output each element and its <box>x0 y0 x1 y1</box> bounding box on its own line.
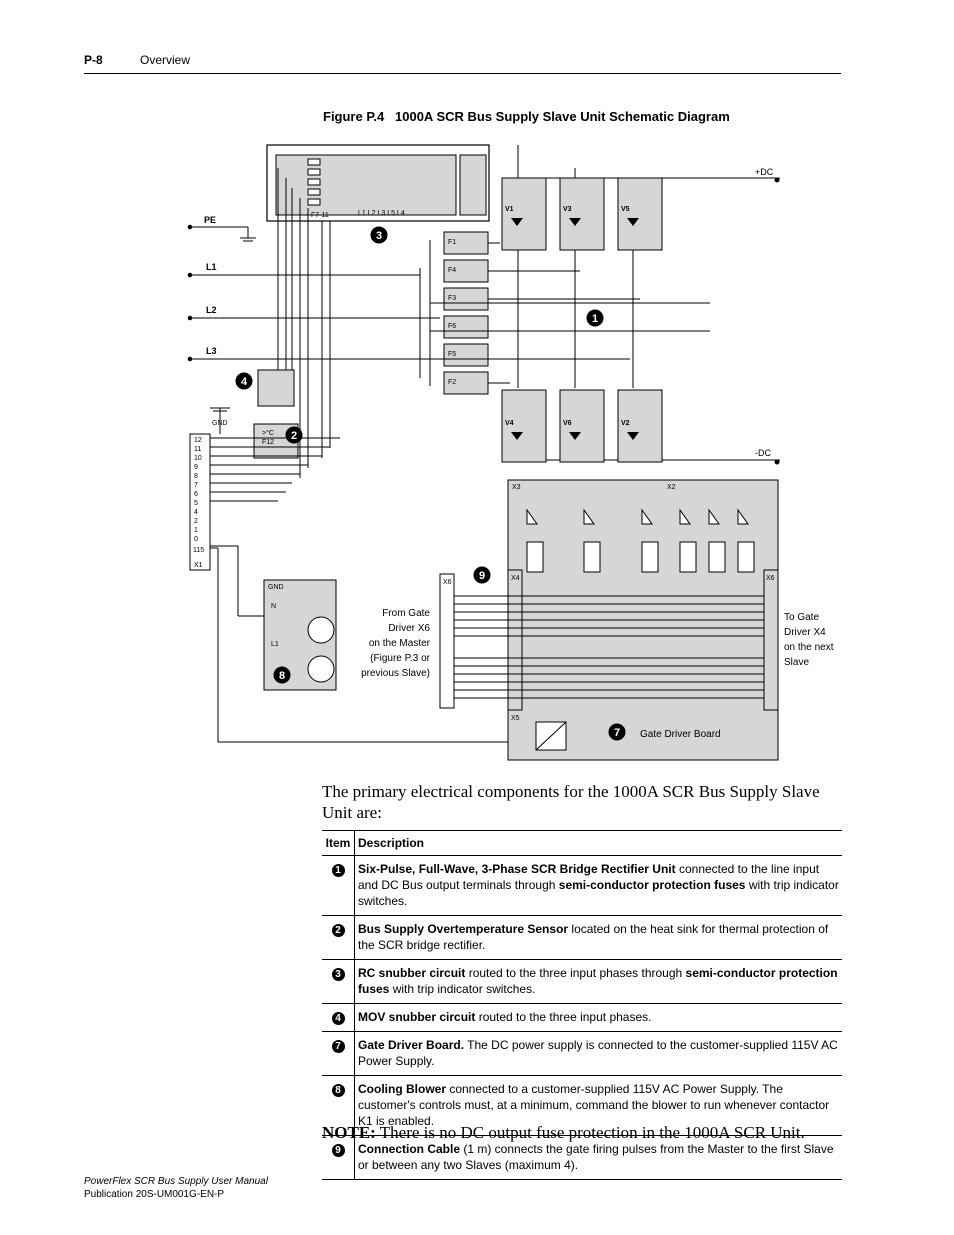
v4-label: V4 <box>505 420 514 427</box>
item-description: Six-Pulse, Full-Wave, 3-Phase SCR Bridge Rectifier Unit connected to the line input and DC Bus output terminals through semi-conductor protection fuses with trip indicator switches. <box>355 856 843 916</box>
svg-text:9: 9 <box>194 464 198 471</box>
footer <box>84 1175 268 1201</box>
v1-label: V1 <box>505 206 514 213</box>
l1-label: L1 <box>206 262 217 272</box>
svg-text:From Gate: From Gate <box>382 608 430 619</box>
f2-label: F2 <box>448 379 457 386</box>
item-description: Gate Driver Board. The DC power supply is connected to the customer-supplied 115V AC Power Supply. <box>355 1032 843 1076</box>
svg-text:10: 10 <box>194 455 202 462</box>
x4-label: X4 <box>511 575 520 582</box>
temp-label: >°C <box>262 430 274 437</box>
gnd-label: GND <box>212 420 228 427</box>
item-number: 4 <box>322 1004 355 1032</box>
l2-label: L2 <box>206 305 217 315</box>
f6-label: F6 <box>448 323 457 330</box>
callout-1: 1 <box>591 313 599 325</box>
f12-label: F12 <box>262 439 275 446</box>
svg-text:previous Slave): previous Slave) <box>361 668 430 679</box>
item-number: 8 <box>322 1076 355 1136</box>
v3-label: V3 <box>563 206 572 213</box>
svg-text:Driver X4: Driver X4 <box>784 627 826 638</box>
f4-label: F4 <box>448 267 457 274</box>
x3-label: X3 <box>512 484 521 491</box>
svg-text:Slave: Slave <box>784 657 810 668</box>
figure-title: Figure P.4 1000A SCR Bus Supply Slave Unit Schematic Diagram <box>323 109 730 124</box>
svg-text:L1 L2 L3 L5 L4: L1 L2 L3 L5 L4 <box>358 210 405 217</box>
svg-text:GND: GND <box>268 584 284 591</box>
note <box>322 1123 805 1143</box>
item-number: 2 <box>322 916 355 960</box>
schematic-diagram <box>180 138 834 768</box>
x1-terminals <box>193 437 204 569</box>
intro-paragraph: The primary electrical components for the 1000A SCR Bus Supply Slave Unit are: <box>322 782 820 822</box>
publication-number: Publication 20S-UM001G-EN-P <box>84 1189 225 1200</box>
svg-text:on the next: on the next <box>784 642 834 653</box>
callout-8: 8 <box>278 670 286 682</box>
svg-text:on the Master: on the Master <box>368 638 430 649</box>
item-description: RC snubber circuit routed to the three input phases through semi-conductor protection fuses with trip indicator switches. <box>355 960 843 1004</box>
description-header: Description <box>355 831 843 856</box>
item-description: Bus Supply Overtemperature Sensor located on the heat sink for thermal protection of the SCR bridge rectifier. <box>355 916 843 960</box>
minus-dc-label: -DC <box>755 448 771 458</box>
svg-text:2: 2 <box>194 518 198 525</box>
svg-text:12: 12 <box>194 437 202 444</box>
item-number: 1 <box>322 856 355 916</box>
svg-text:Driver X6: Driver X6 <box>388 623 430 634</box>
svg-text:11: 11 <box>194 446 202 453</box>
page-number: P-8 <box>84 53 103 67</box>
svg-text:115: 115 <box>193 547 205 554</box>
note-label: NOTE: <box>322 1123 376 1142</box>
x2-label: X2 <box>667 484 676 491</box>
svg-text:0: 0 <box>194 536 198 543</box>
table-row <box>322 856 842 916</box>
x6-right-label: X6 <box>766 575 775 582</box>
manual-title: PowerFlex SCR Bus Supply User Manual <box>84 1176 268 1187</box>
callout-2: 2 <box>290 430 298 442</box>
x5-label: X5 <box>511 715 520 722</box>
svg-text:To Gate: To Gate <box>784 612 820 623</box>
gate-driver-board-label: Gate Driver Board <box>640 729 721 740</box>
header-rule <box>84 73 841 74</box>
note-text: There is no DC output fuse protection in the 1000A SCR Unit. <box>375 1123 805 1142</box>
plus-dc-label: +DC <box>755 167 774 177</box>
item-description: Cooling Blower connected to a customer-supplied 115V AC Power Supply. The customer's controls must, at a minimum, command the blower to run whenever contactor K1 is enabled. <box>355 1076 843 1136</box>
item-description: MOV snubber circuit routed to the three input phases. <box>355 1004 843 1032</box>
svg-text:(Figure P.3 or: (Figure P.3 or <box>370 653 430 664</box>
pe-label: PE <box>204 215 217 225</box>
item-number: 3 <box>322 960 355 1004</box>
item-description: Connection Cable (1 m) connects the gate firing pulses from the Master to the first Slave or between any two Slaves (maximum 4). <box>355 1136 843 1180</box>
f5-label: F5 <box>448 351 457 358</box>
f3-label: F3 <box>448 295 457 302</box>
svg-text:1: 1 <box>194 527 198 534</box>
table-row <box>322 1032 842 1076</box>
svg-text:L1: L1 <box>271 641 279 648</box>
x6-left-label: X6 <box>443 579 452 586</box>
f1-label: F1 <box>448 239 457 246</box>
item-number: 9 <box>322 1136 355 1180</box>
svg-text:4: 4 <box>194 509 198 516</box>
callout-3: 3 <box>375 230 383 242</box>
table-row <box>322 1004 842 1032</box>
table-row <box>322 916 842 960</box>
svg-text:5: 5 <box>194 500 198 507</box>
item-header: Item <box>322 831 355 856</box>
n-label: N <box>271 603 277 610</box>
v2-label: V2 <box>621 420 630 427</box>
item-number: 7 <box>322 1032 355 1076</box>
callout-9: 9 <box>478 570 486 582</box>
v5-label: V5 <box>621 206 630 213</box>
callout-4: 4 <box>240 376 248 388</box>
table-header-row <box>322 831 842 856</box>
f7-11-label: F7-11 <box>311 212 329 219</box>
table-row <box>322 960 842 1004</box>
svg-text:8: 8 <box>194 473 198 480</box>
callout-7: 7 <box>613 727 621 739</box>
v6-label: V6 <box>563 420 572 427</box>
l3-label: L3 <box>206 346 217 356</box>
section-title: Overview <box>140 53 191 67</box>
svg-text:7: 7 <box>194 482 198 489</box>
x1-label: X1 <box>194 562 203 569</box>
svg-text:6: 6 <box>194 491 198 498</box>
